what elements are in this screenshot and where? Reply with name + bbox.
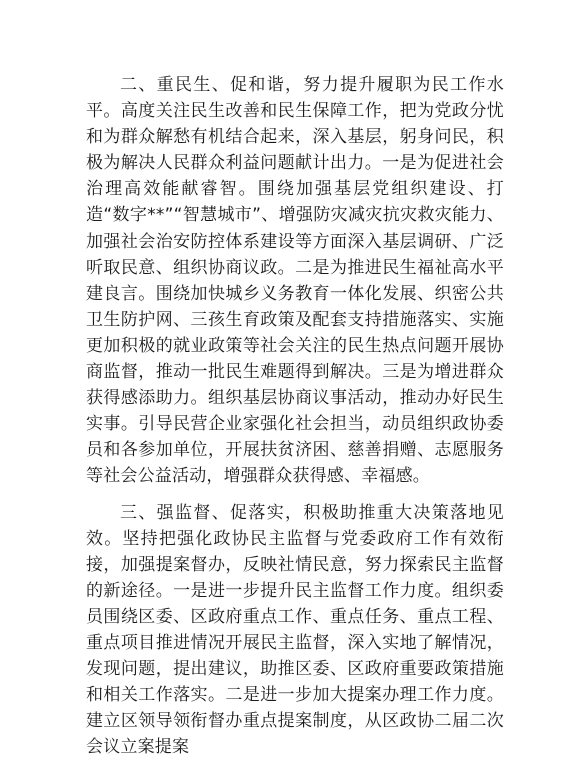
paragraph-supervision: 三、强监督、促落实，积极助推重大决策落地见效。坚持把强化政协民主监督与党委政府工作有效衔接，加强提案督办，反映社情民意，努力探索民主监督的新途径。一是进一步提升民主监督工作力度。组织委员围绕区委、区政府重点工作、重点任务、重点工程、重点项目推进情况开展民主监督，深入实地了解情况，发现问题，提出建议，助推区委、区政府重要政策措施和相关工作落实。二是进一步加大提案办理工作力度。建立区领导领衔督办重点提案制度，从区政协二届二次会议立案提案 [86, 500, 504, 760]
document-body [86, 72, 504, 760]
paragraph-people-livelihood: 二、重民生、促和谐，努力提升履职为民工作水平。高度关注民生改善和民生保障工作，把为党政分忧和为群众解愁有机结合起来，深入基层，躬身问民，积极为解决人民群众利益问题献计出力。一是为促进社会治理高效能献睿智。围绕加强基层党组织建设、打造“数字**”“智慧城市”、增强防灾减灾抗灾救灾能力、加强社会治安防控体系建设等方面深入基层调研、广泛听取民意、组织协商议政。二是为推进民生福祉高水平建良言。围绕加快城乡义务教育一体化发展、织密公共卫生防护网、三孩生育政策及配套支持措施落实、实施更加积极的就业政策等社会关注的民生热点问题开展协商监督，推动一批民生难题得到解决。三是为增进群众获得感添助力。组织基层协商议事活动，推动办好民生实事。引导民营企业家强化社会担当，动员组织政协委员和各参加单位，开展扶贫济困、慈善捐赠、志愿服务等社会公益活动，增强群众获得感、幸福感。 [86, 72, 504, 490]
